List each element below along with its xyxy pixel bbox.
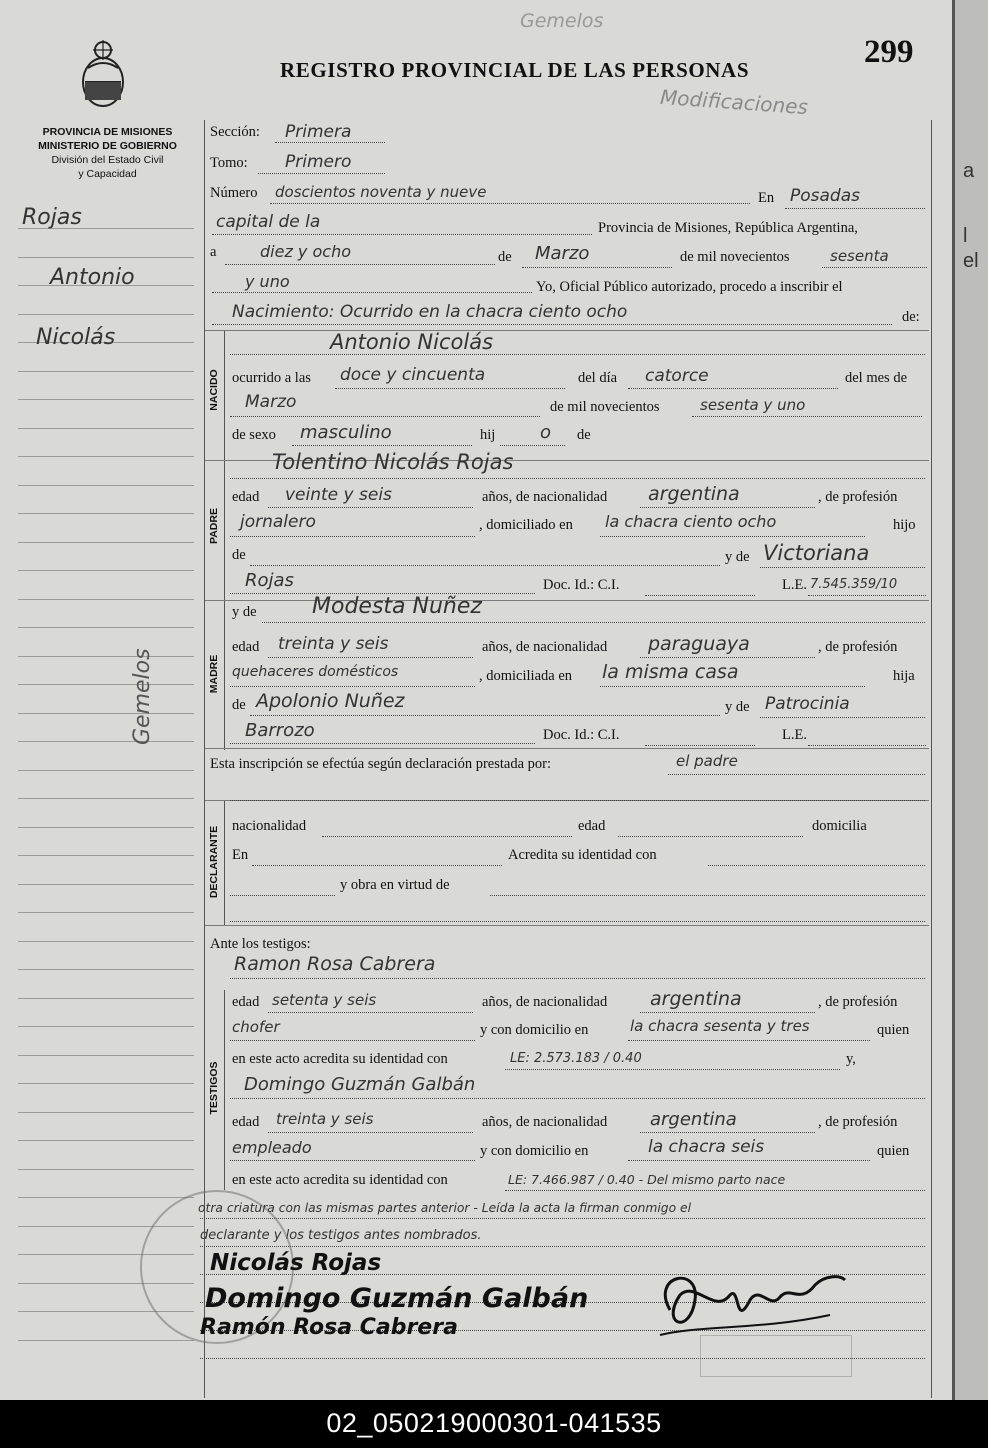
madre-padre-de: Apolonio Nuñez xyxy=(256,690,405,712)
padre-edad-line xyxy=(268,507,473,508)
declarante-obra-line-a xyxy=(230,895,335,896)
institution-line-2: MINISTERIO DE GOBIERNO xyxy=(38,140,177,152)
madre-yde2-label: y de xyxy=(725,699,750,715)
testigo1-edad-line xyxy=(268,1012,473,1013)
testigo1-quien-label: quien xyxy=(877,1022,910,1038)
margin-ruled-line xyxy=(18,941,194,942)
edge-mark-1: a xyxy=(963,160,975,182)
padre-yde-line xyxy=(760,567,925,568)
testigo1-doc: LE: 2.573.183 / 0.40 xyxy=(510,1051,642,1066)
declaracion-value: el padre xyxy=(676,752,738,770)
margin-ruled-line xyxy=(18,599,194,600)
madre-nacionalidad: paraguaya xyxy=(648,633,750,655)
hij-line xyxy=(500,445,565,446)
madre-apellido-madre: Barrozo xyxy=(245,720,315,741)
inscripcion-label: Esta inscripción se efectúa según declaración prestada por: xyxy=(210,756,552,772)
testigo2-acredita-label: en este acto acredita su identidad con xyxy=(232,1172,448,1188)
adjacent-page-edge xyxy=(952,0,988,1400)
tomo-label: Tomo: xyxy=(210,155,248,171)
en-line xyxy=(785,208,925,209)
testigo2-domicilio-label: y con domicilio en xyxy=(480,1143,589,1159)
mes-value: Marzo xyxy=(535,243,590,264)
margin-ruled-line xyxy=(18,912,194,913)
padre-doc-label: Doc. Id.: C.I. xyxy=(543,577,620,593)
testigo2-doc: LE: 7.466.987 / 0.40 - Del mismo parto nace xyxy=(508,1172,786,1187)
note-1: otra criatura con las mismas partes anterior - Leída la acta la firman conmigo el xyxy=(198,1201,692,1215)
testigo2-domicilio: la chacra seis xyxy=(648,1137,765,1157)
padre-apellido-madre: Rojas xyxy=(245,570,294,591)
hij-label: hij xyxy=(480,427,496,443)
note-2: declarante y los testigos antes nombrados. xyxy=(200,1228,482,1243)
divider-nacido-top xyxy=(205,330,929,331)
label-testigos: TESTIGOS xyxy=(208,1061,220,1115)
margin-ruled-line xyxy=(18,314,194,315)
testigo2-profesion-label: , de profesión xyxy=(818,1114,898,1130)
margin-ruled-line xyxy=(18,513,194,514)
padre-doc-line xyxy=(645,595,755,596)
padre-profesion-label: , de profesión xyxy=(818,489,898,505)
declarante-edad-line xyxy=(618,836,803,837)
seccion-line xyxy=(275,142,385,143)
margin-ruled-line xyxy=(18,684,194,685)
testigo2-anos-label: años, de nacionalidad xyxy=(482,1114,608,1130)
madre-nombre-line xyxy=(262,622,925,623)
padre-le-line xyxy=(808,595,926,596)
margin-ruled-line xyxy=(18,257,194,258)
padre-nombre: Tolentino Nicolás Rojas xyxy=(272,450,514,474)
anio-value: sesenta xyxy=(830,247,889,265)
margin-ruled-line xyxy=(18,741,194,742)
testigo1-doc-line xyxy=(505,1069,840,1070)
record-number: 299 xyxy=(864,34,914,70)
padre-de-label: de xyxy=(232,547,246,563)
padre-anos-label: años, de nacionalidad xyxy=(482,489,608,505)
madre-profesion: quehaceres domésticos xyxy=(232,664,399,680)
signature-2: Domingo Guzmán Galbán xyxy=(205,1283,589,1314)
edge-mark-3: el xyxy=(963,250,979,272)
testigo1-edad: setenta y seis xyxy=(272,991,377,1009)
declarante-en-label: En xyxy=(232,847,249,863)
dia-nacido-value: catorce xyxy=(645,366,709,386)
footer-code: 02_050219000301-041535 xyxy=(0,1400,988,1448)
testigo2-prof-line xyxy=(230,1160,475,1161)
en-label: En xyxy=(758,190,775,206)
testigo1-nombre-line xyxy=(230,978,925,979)
margin-ruled-line xyxy=(18,1169,194,1170)
mes-line xyxy=(522,267,672,268)
ocurrido-label: ocurrido a las xyxy=(232,370,311,386)
numero-value: doscientos noventa y nueve xyxy=(275,183,487,201)
testigo2-nombre-line xyxy=(230,1098,925,1099)
declarante-obra-line xyxy=(490,895,925,896)
testigo2-dom-line xyxy=(628,1160,870,1161)
declarante-line-last xyxy=(230,921,925,922)
testigo1-acredita-label: en este acto acredita su identidad con xyxy=(232,1051,448,1067)
anio2-line xyxy=(212,292,532,293)
testigo2-edad-line xyxy=(268,1132,473,1133)
label-declarante: DECLARANTE xyxy=(208,825,220,899)
margin-ruled-line xyxy=(18,827,194,828)
de-after-hij: de xyxy=(577,427,591,443)
declarante-edad-label: edad xyxy=(578,818,606,834)
margin-ruled-line xyxy=(18,770,194,771)
madre-ap-line xyxy=(230,743,535,744)
margin-ruled-line xyxy=(18,1055,194,1056)
rectangular-stamp xyxy=(700,1335,852,1377)
madre-doc-line xyxy=(645,745,755,746)
sexo-value: masculino xyxy=(300,422,392,443)
margin-first-name: Antonio xyxy=(50,265,135,290)
declarante-en-line xyxy=(252,865,502,866)
madre-nac-line xyxy=(640,657,815,658)
section-column-line-2 xyxy=(224,600,225,750)
testigo2-nombre: Domingo Guzmán Galbán xyxy=(244,1074,476,1095)
margin-ruled-line xyxy=(18,542,194,543)
testigo1-profesion: chofer xyxy=(232,1018,280,1036)
padre-domicilio-label: , domiciliado en xyxy=(479,517,573,533)
label-madre: MADRE xyxy=(208,654,220,694)
madre-prof-line xyxy=(230,686,475,687)
padre-prof-line xyxy=(230,536,475,537)
provincia-label: Provincia de Misiones, República Argentina, xyxy=(598,220,858,236)
testigo1-domicilio-label: y con domicilio en xyxy=(480,1022,589,1038)
institution-block xyxy=(20,125,195,181)
declarante-acredita-label: Acredita su identidad con xyxy=(508,847,657,863)
document-title: REGISTRO PROVINCIAL DE LAS PERSONAS xyxy=(280,58,750,82)
madre-domicilio: la misma casa xyxy=(602,661,739,683)
top-annotation: Gemelos xyxy=(520,10,604,32)
madre-yde-line xyxy=(760,717,925,718)
declarante-acredita-line xyxy=(708,865,925,866)
declaracion-line xyxy=(668,774,925,775)
hora-value: doce y cincuenta xyxy=(340,365,486,385)
padre-hijo-label: hijo xyxy=(893,517,916,533)
margin-ruled-line xyxy=(18,798,194,799)
margin-ruled-line xyxy=(18,656,194,657)
testigo2-doc-line xyxy=(505,1190,925,1191)
nombre-line xyxy=(230,354,925,355)
institution-line-3: División del Estado Civil xyxy=(51,154,164,166)
margin-ruled-line xyxy=(18,399,194,400)
label-padre: PADRE xyxy=(208,508,220,544)
testigo2-profesion: empleado xyxy=(232,1138,312,1157)
margin-vertical-note: Gemelos xyxy=(130,648,155,745)
edge-mark-2: l xyxy=(963,225,968,247)
margin-ruled-line xyxy=(18,969,194,970)
seccion-label: Sección: xyxy=(210,124,260,140)
testigo2-quien-label: quien xyxy=(877,1143,910,1159)
capital-value: capital de la xyxy=(216,212,321,232)
section-column-line-3 xyxy=(224,800,225,925)
margin-ruled-line xyxy=(18,428,194,429)
testigo1-y-label: y, xyxy=(846,1051,856,1067)
madre-de-line xyxy=(250,715,720,716)
margin-ruled-line xyxy=(18,1026,194,1027)
numero-label: Número xyxy=(210,185,258,201)
margin-surname: Rojas xyxy=(22,205,82,230)
testigo1-nacionalidad: argentina xyxy=(650,988,742,1010)
margin-ruled-line xyxy=(18,1083,194,1084)
testigo1-nac-line xyxy=(640,1012,815,1013)
padre-yde-label: y de xyxy=(725,549,750,565)
institution-line-1: PROVINCIA DE MISIONES xyxy=(42,126,173,138)
anio-nacido-value: sesenta y uno xyxy=(700,396,806,414)
sexo-line xyxy=(292,445,472,446)
madre-madre-de: Patrocinia xyxy=(765,694,850,714)
mil-novecientos-label: de mil novecientos xyxy=(680,249,790,265)
divider-madre-bottom xyxy=(205,748,929,749)
testigo1-profesion-label: , de profesión xyxy=(818,994,898,1010)
mes-nacido-value: Marzo xyxy=(245,392,297,412)
margin-ruled-line xyxy=(18,485,194,486)
top-right-annotation: Modificaciones xyxy=(659,84,809,120)
padre-nombre-line xyxy=(230,478,925,479)
de-label: de xyxy=(498,249,512,265)
dia-nacido-line xyxy=(628,388,838,389)
testigo2-nac-line xyxy=(640,1132,815,1133)
institution-line-4: y Capacidad xyxy=(78,168,137,180)
yo-label: Yo, Oficial Público autorizado, procedo a inscribir el xyxy=(536,279,843,295)
del-mes-label: del mes de xyxy=(845,370,908,386)
testigo2-edad-label: edad xyxy=(232,1114,260,1130)
testigo2-edad: treinta y seis xyxy=(276,1110,374,1128)
label-nacido: NACIDO xyxy=(208,369,220,411)
madre-dom-line xyxy=(600,686,865,687)
tomo-line xyxy=(258,173,385,174)
padre-edad: veinte y seis xyxy=(285,485,392,505)
madre-le-label: L.E. xyxy=(782,727,807,743)
declarante-obra-label: y obra en virtud de xyxy=(340,877,450,893)
madre-de-label: de xyxy=(232,697,246,713)
tomo-value: Primero xyxy=(285,152,352,172)
seccion-value: Primera xyxy=(285,122,352,142)
margin-ruled-line xyxy=(18,713,194,714)
padre-dom-line xyxy=(600,536,865,537)
numero-line xyxy=(270,203,750,204)
en-value: Posadas xyxy=(790,186,860,206)
testigo1-domicilio: la chacra sesenta y tres xyxy=(630,1017,810,1035)
capital-line xyxy=(212,234,592,235)
a-label: a xyxy=(210,244,217,260)
padre-madre-de: Victoriana xyxy=(763,541,870,565)
margin-ruled-line xyxy=(18,1340,194,1341)
acto-line xyxy=(212,324,892,325)
note-line-2 xyxy=(200,1246,925,1247)
signature-3: Ramón Rosa Cabrera xyxy=(200,1315,458,1340)
dia-line xyxy=(225,264,495,265)
testigo1-dom-line xyxy=(628,1040,870,1041)
testigo1-nombre: Ramon Rosa Cabrera xyxy=(234,953,436,975)
testigo2-nacionalidad: argentina xyxy=(650,1109,737,1130)
divider-declarante-bottom xyxy=(205,925,929,926)
madre-edad-label: edad xyxy=(232,639,260,655)
de-colon-label: de: xyxy=(902,309,920,325)
padre-domicilio: la chacra ciento ocho xyxy=(605,512,777,531)
margin-ruled-line xyxy=(18,1140,194,1141)
padre-nac-line xyxy=(640,507,815,508)
margin-ruled-line xyxy=(18,884,194,885)
anio-line xyxy=(822,267,927,268)
margin-ruled-line xyxy=(18,627,194,628)
del-dia-label: del día xyxy=(578,370,618,386)
padre-edad-label: edad xyxy=(232,489,260,505)
de-mil-label: de mil novecientos xyxy=(550,399,660,415)
madre-edad-line xyxy=(268,657,473,658)
margin-ruled-line xyxy=(18,1197,194,1198)
padre-de-line xyxy=(250,565,720,566)
testigo1-prof-line xyxy=(230,1040,475,1041)
testigo1-anos-label: años, de nacionalidad xyxy=(482,994,608,1010)
padre-nacionalidad: argentina xyxy=(648,483,740,505)
madre-anos-label: años, de nacionalidad xyxy=(482,639,608,655)
madre-nombre: Modesta Nuñez xyxy=(312,594,482,619)
declarante-nac-label: nacionalidad xyxy=(232,818,307,834)
dia-value: diez y ocho xyxy=(260,242,351,261)
margin-ruled-line xyxy=(18,998,194,999)
declarante-nac-line xyxy=(322,836,572,837)
testigos-label: Ante los testigos: xyxy=(210,936,311,952)
note-line-1 xyxy=(200,1218,925,1219)
hora-line xyxy=(335,388,565,389)
section-column-line xyxy=(224,330,225,600)
margin-ruled-line xyxy=(18,855,194,856)
acto-value: Nacimiento: Ocurrido en la chacra ciento ocho xyxy=(232,302,628,322)
declarante-domicilia-label: domicilia xyxy=(812,818,867,834)
section-column-line-4 xyxy=(224,990,225,1190)
madre-le-line xyxy=(808,745,926,746)
declarante-line-0 xyxy=(230,800,925,801)
hij-value: o xyxy=(540,422,552,443)
padre-le-label: L.E. xyxy=(782,577,807,593)
sexo-label: de sexo xyxy=(232,427,276,443)
padre-le: 7.545.359/10 xyxy=(810,577,898,592)
madre-edad: treinta y seis xyxy=(278,634,389,654)
madre-domicilio-label: , domiciliada en xyxy=(479,668,573,684)
madre-hija-label: hija xyxy=(893,668,915,684)
anio2-value: y uno xyxy=(245,272,290,291)
margin-second-name: Nicolás xyxy=(36,325,116,350)
margin-ruled-line xyxy=(18,1112,194,1113)
margin-ruled-line xyxy=(18,456,194,457)
mes-nacido-line xyxy=(230,416,540,417)
padre-profesion: jornalero xyxy=(240,512,316,532)
coat-of-arms-icon xyxy=(78,38,128,110)
margin-ruled-line xyxy=(18,371,194,372)
signature-1: Nicolás Rojas xyxy=(210,1250,382,1276)
madre-doc-label: Doc. Id.: C.I. xyxy=(543,727,620,743)
anio-nacido-line xyxy=(692,416,922,417)
margin-ruled-line xyxy=(18,570,194,571)
testigo1-edad-label: edad xyxy=(232,994,260,1010)
madre-yde-label: y de xyxy=(232,604,257,620)
madre-profesion-label: , de profesión xyxy=(818,639,898,655)
nombre-value: Antonio Nicolás xyxy=(330,330,494,354)
